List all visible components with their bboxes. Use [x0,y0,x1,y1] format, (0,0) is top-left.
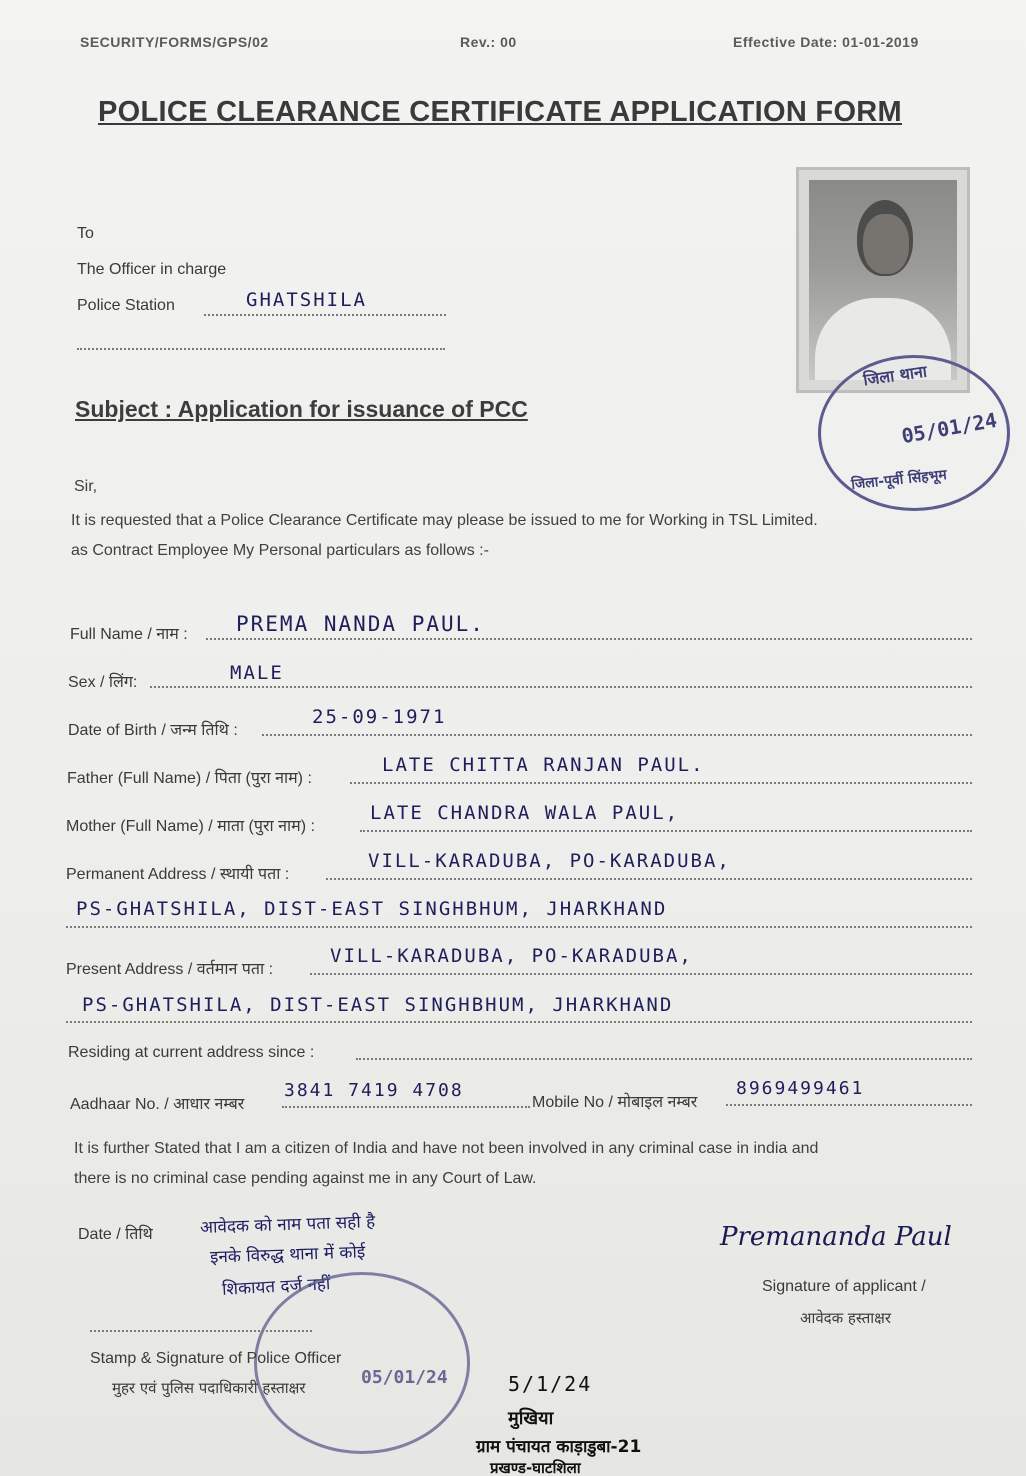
mobile-value: 8969499461 [736,1078,865,1099]
officer-note-line-2: इनके विरुद्ध थाना में कोई [209,1242,366,1268]
police-stamp: 05/01/24 [254,1272,470,1454]
intro-line-1: It is requested that a Police Clearance Certificate may please be issued to me for Working in TSL Limited. [71,512,818,529]
declaration-line-2: there is no criminal case pending against me in any Court of Law. [74,1170,537,1187]
photo-image [809,180,957,380]
mobile-label: Mobile No / मोबाइल नम्बर [532,1094,698,1111]
effective-date: Effective Date: 01-01-2019 [733,34,919,50]
salutation: Sir, [74,478,98,495]
applicant-sig-label: Signature of applicant / [762,1278,926,1295]
full-name-label: Full Name / नाम : [70,626,188,643]
police-station-label: Police Station [77,297,175,314]
pres-addr-line1: VILL-KARADUBA, PO-KARADUBA, [330,945,693,967]
applicant-sig-label-hi: आवेदक हस्ताक्षर [800,1309,892,1327]
mukhiya-date: 5/1/24 [508,1372,593,1396]
perm-addr-line2: PS-GHATSHILA, DIST-EAST SINGHBHUM, JHARKHAND [76,898,668,920]
residing-label: Residing at current address since : [68,1044,315,1061]
dob-value: 25-09-1971 [312,706,447,728]
mukhiya-title: मुखिया [508,1408,554,1429]
father-value: LATE CHITTA RANJAN PAUL. [382,754,705,776]
dob-label: Date of Birth / जन्म तिथि : [68,722,238,739]
mother-label: Mother (Full Name) / माता (पुरा नाम) : [66,818,315,835]
officer-label: The Officer in charge [77,261,227,278]
block-name: प्रखण्ड-घाटशिला [490,1459,581,1476]
sex-value: MALE [230,662,284,684]
full-name-value: PREMA NANDA PAUL. [236,612,485,636]
declaration-line-1: It is further Stated that I am a citizen of India and have not been involved in any criminal case in india and [74,1140,819,1157]
form-code: SECURITY/FORMS/GPS/02 [80,34,269,50]
police-station-value: GHATSHILA [246,289,367,311]
perm-addr-line1: VILL-KARADUBA, PO-KARADUBA, [368,850,731,872]
officer-note-line-3: शिकायत दर्ज नहीं [221,1274,331,1300]
pres-addr-label: Present Address / वर्तमान पता : [66,961,274,978]
mother-value: LATE CHANDRA WALA PAUL, [370,802,680,824]
pres-addr-line2: PS-GHATSHILA, DIST-EAST SINGHBHUM, JHARKHAND [82,994,674,1016]
to-label: To [77,225,94,242]
perm-addr-label: Permanent Address / स्थायी पता : [66,866,290,883]
police-sig-label-hi: मुहर एवं पुलिस पदाधिकारी हस्ताक्षर [112,1379,306,1397]
aadhaar-label: Aadhaar No. / आधार नम्बर [70,1096,245,1113]
panchayat-name: ग्राम पंचायत काड़ाडुबा-21 [476,1437,642,1457]
subject: Subject : Application for issuance of PCC [75,396,528,422]
form-title: POLICE CLEARANCE CERTIFICATE APPLICATION FORM [98,96,903,128]
sex-label: Sex / लिंग: [68,674,138,691]
date-label: Date / तिथि [78,1226,153,1243]
police-sig-label: Stamp & Signature of Police Officer [90,1350,342,1367]
aadhaar-value: 3841 7419 4708 [284,1080,464,1101]
applicant-signature: Premananda Paul [720,1222,952,1252]
intro-line-2: as Contract Employee My Personal particulars as follows :- [71,542,489,559]
thana-stamp: जिला थाना 05/01/24 जिला-पूर्वी सिंहभूम [818,355,1010,511]
father-label: Father (Full Name) / पिता (पुरा नाम) : [67,770,312,787]
revision: Rev.: 00 [460,34,517,50]
officer-note-line-1: आवेदक को नाम पता सही है [199,1211,376,1239]
